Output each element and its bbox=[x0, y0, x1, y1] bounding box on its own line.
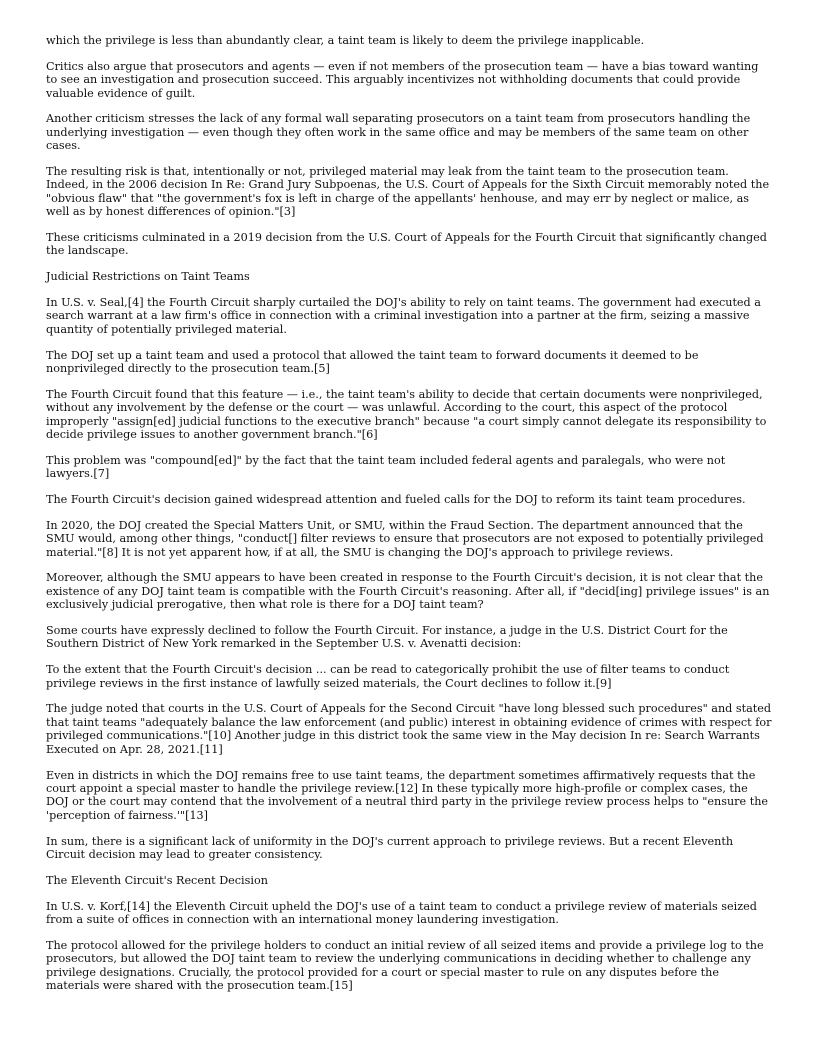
paragraph-lack-of-uniformity: In sum, there is a significant lack of uniformity in the DOJ's current approach to privilege reviews. But a recent Eleventh Circuit decision may lead to greater consistency. bbox=[46, 834, 734, 861]
paragraph-widespread-attention: The Fourth Circuit's decision gained widespread attention and fueled calls for the DOJ to reform its taint team procedures. bbox=[46, 493, 746, 507]
paragraph-smu-compatibility: Moreover, although the SMU appears to have been created in response to the Fourth Circuit's decision, it is not clear that the existence of any DOJ taint team is compatible with the Fourth Circuit's reasoning. After all, if "decid[ing] privilege issues" is an exclusively judicial prerogative, then what role is there for a DOJ taint team? bbox=[46, 571, 770, 612]
paragraph-second-circuit: The judge noted that courts in the U.S. Court of Appeals for the Second Circuit "have long blessed such procedures" and stated that taint teams "adequately balance the law enforcement (and public) interest in obtaining evidence of crimes with respect for privileged communications."[10] Another judge in this district took the same view in the May decision In re: Search Warrants Executed on Apr. 28, 2021.[11] bbox=[46, 702, 772, 756]
section-heading-judicial-restrictions: Judicial Restrictions on Taint Teams bbox=[46, 270, 250, 284]
paragraph-courts-declined: Some courts have expressly declined to follow the Fourth Circuit. For instance, a judge in the U.S. District Court for the Southern District of New York remarked in the September U.S. v. Avenatti decision: bbox=[46, 624, 728, 651]
paragraph-compounded: This problem was "compound[ed]" by the fact that the taint team included federal agents and paralegals, who were not lawyers.[7] bbox=[46, 453, 726, 481]
paragraph-privileged-leak: The resulting risk is that, intentionally or not, privileged material may leak from the taint team to the prosecution team. Indeed, in the 2006 decision In Re: Grand Jury Subpoenas, the U.S. Court of Appeals for the Sixth Circuit memorably noted the "obvious flaw" that "the government's fox is left in charge of the appellants' henhouse, and may err by neglect or malice, as well as by honest differences of opinion."[3] bbox=[46, 165, 770, 219]
paragraph-us-v-seal: In U.S. v. Seal,[4] the Fourth Circuit sharply curtailed the DOJ's ability to rely on taint teams. The government had executed a search warrant at a law firm's office in connection with a criminal investigation into a partner at the firm, seizing a massive quantity of potentially privileged material. bbox=[46, 296, 761, 336]
paragraph-korf-protocol: The protocol allowed for the privilege holders to conduct an initial review of all seized items and provide a privilege log to the prosecutors, but allowed the DOJ taint team to review the underlying communications in deciding whether to challenge any privilege designations. Crucially, the protocol provided for a court or special master to rule on any disputes before the materials were shared with the prosecution team.[15] bbox=[46, 938, 764, 992]
paragraph-us-v-korf: In U.S. v. Korf,[14] the Eleventh Circuit upheld the DOJ's use of a taint team to conduct a privilege review of materials seized from a suite of offices in connection with an international money laundering investigation. bbox=[46, 899, 757, 926]
paragraph-formal-wall: Another criticism stresses the lack of any formal wall separating prosecutors on a taint team from prosecutors handling the underlying investigation — even though they often work in the same office and may be members of the same team on other cases. bbox=[46, 112, 751, 153]
paragraph-special-matters-unit: In 2020, the DOJ created the Special Matters Unit, or SMU, within the Fraud Section. The department announced that the SMU would, among other things, "conduct[] filter reviews to ensure that prosecutors are not exposed to potentially privileged material."[8] It is not yet apparent how, if at all, the SMU is changing the DOJ's approach to privilege reviews. bbox=[46, 518, 764, 559]
paragraph-fourth-circuit-finding: The Fourth Circuit found that this feature — i.e., the taint team's ability to decide that certain documents were nonprivileged, without any involvement by the defense or the court — was unlawful. According to the court, this aspect of the protocol improperly "assign[ed] judicial functions to the executive branch" because "a court simply cannot delegate its responsibility to decide privilege issues to another government branch."[6] bbox=[46, 387, 767, 442]
paragraph-taint-protocol: The DOJ set up a taint team and used a protocol that allowed the taint team to forward documents it deemed to be nonprivileged directly to the prosecution team.[5] bbox=[46, 348, 699, 376]
paragraph-critics-bias: Critics also argue that prosecutors and agents — even if not members of the prosecution team — have a bias toward wanting to see an investigation and prosecution succeed. This arguably incentivizes not withholding documents that could provide valuable evidence of guilt. bbox=[46, 59, 759, 100]
block-quote-avenatti: To the extent that the Fourth Circuit's decision ... can be read to categorically prohibit the use of filter teams to conduct privilege reviews in the first instance of lawfully seized materials, the Court declines to follow it.[9] bbox=[46, 663, 730, 690]
section-heading-eleventh-circuit: The Eleventh Circuit's Recent Decision bbox=[46, 873, 268, 887]
paragraph-criticisms-culminated: These criticisms culminated in a 2019 decision from the U.S. Court of Appeals for the Fourth Circuit that significantly changed the landscape. bbox=[46, 231, 767, 258]
paragraph-privilege-inapplicable: which the privilege is less than abundantly clear, a taint team is likely to deem the privilege inapplicable. bbox=[46, 34, 645, 47]
paragraph-special-master: Even in districts in which the DOJ remains free to use taint teams, the department sometimes affirmatively requests that the court appoint a special master to handle the privilege review.[12] In these typically more high-profile or complex cases, the DOJ or the court may contend that the involvement of a neutral third party in the privilege review process helps to "ensure the 'perception of fairness.'"[13] bbox=[46, 768, 769, 822]
document-page bbox=[46, 34, 772, 1005]
